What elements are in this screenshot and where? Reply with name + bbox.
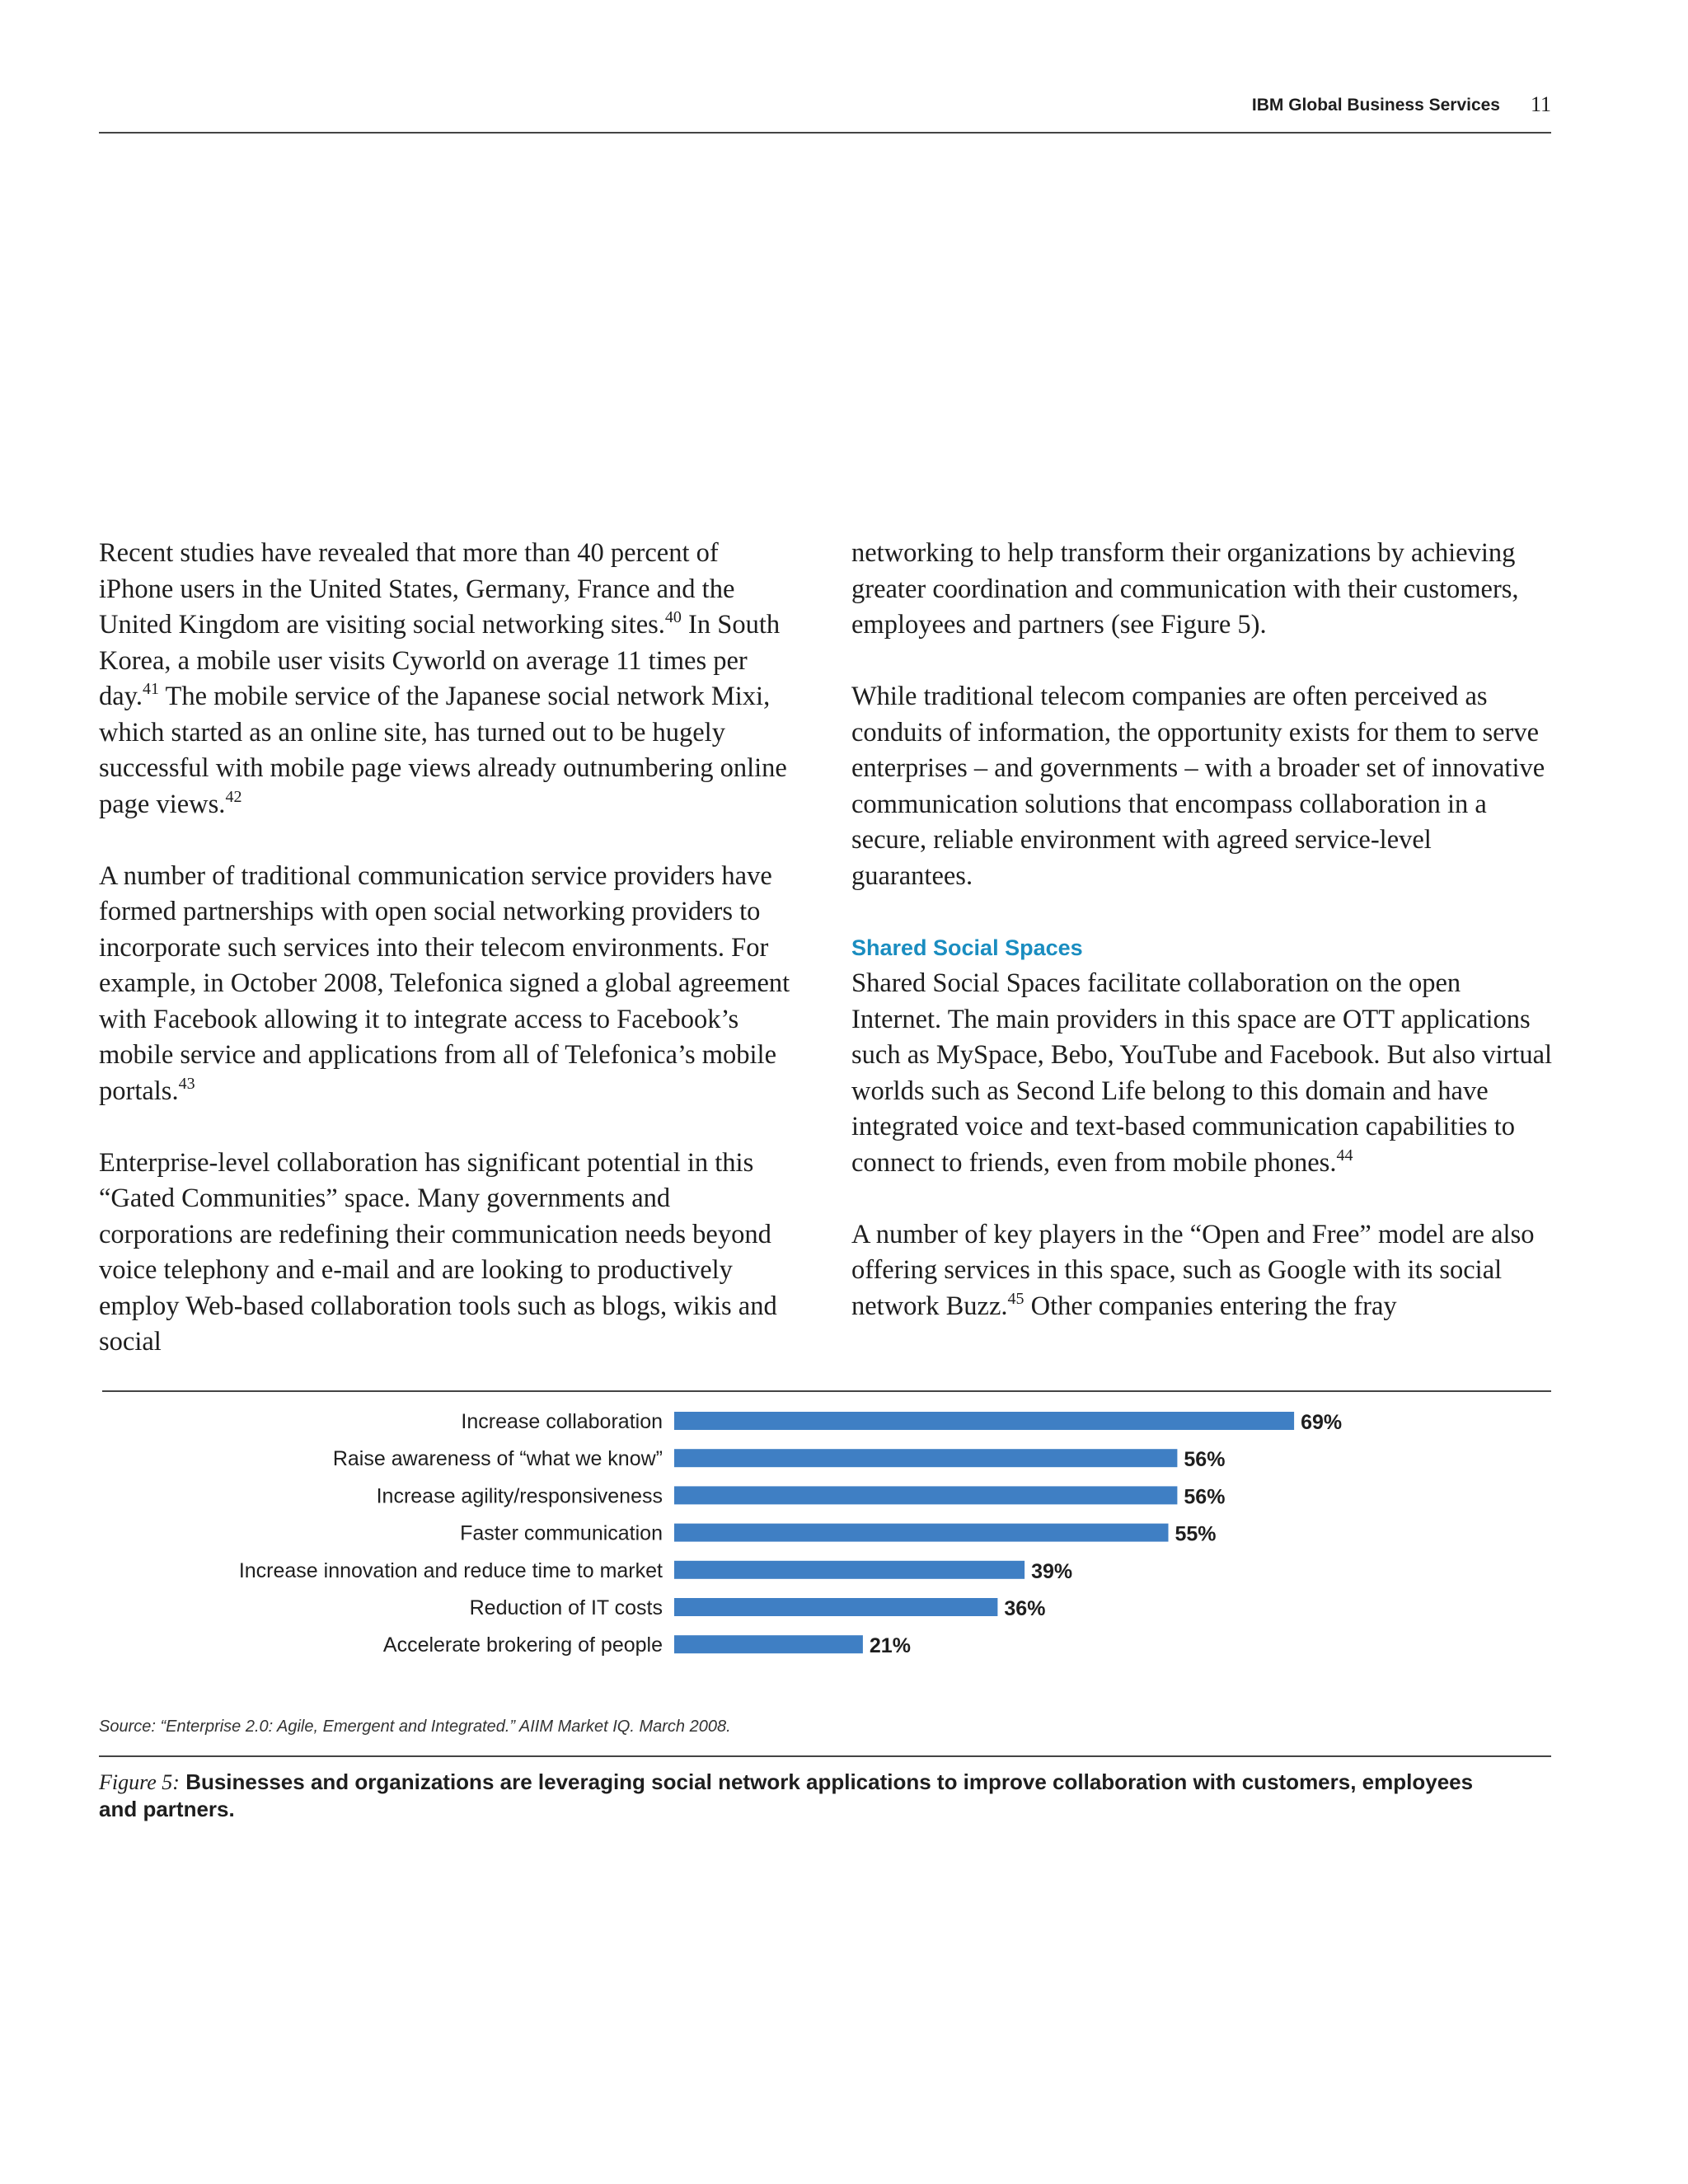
bar [674,1561,1025,1579]
header-title: IBM Global Business Services [1251,96,1500,115]
bar [674,1486,1177,1504]
value-label: 36% [1004,1597,1046,1620]
caption-text: Businesses and organizations are leveraging social network applications to improve collaboration with customers, employees and partners. [99,1769,1474,1821]
paragraph-enterprise: Enterprise-level collaboration has significant potential in this “Gated Communities” space. Many governments and corporations are redefining their communication needs beyond voice telephony and e-mail and are looking to productively employ Web-based collaboration tools such as blogs, wikis and social [99,1147,777,1357]
footnote-ref: 45 [1007,1289,1025,1308]
caption-label: Figure 5: [99,1770,180,1794]
category-label: Reduction of IT costs [469,1596,663,1619]
category-label: Accelerate brokering of people [382,1633,663,1657]
chart-bottom-rule [99,1755,1551,1757]
category-label: Raise awareness of “what we know” [332,1447,663,1471]
category-label: Increase agility/responsiveness [376,1484,663,1508]
paragraph-telecom: While traditional telecom companies are often perceived as conduits of information, the opportunity exists for them to serve enterprises – and governments – with a broader set of innovative communication solutions that encompass collaboration in a secure, reliable environment with agreed service-level guarantees. [851,682,1545,891]
bar [674,1412,1294,1430]
paragraph-partnerships: A number of traditional communication service providers have formed partnerships with open social networking providers to incorporate such services into their telecom environments. For example, in October 2008, Telefonica signed a global agreement with Facebook allowing it to integrate access to Facebook’s mobile service and applications from all of Telefonica’s mobile portals.$^{43}$ [99,860,790,1106]
paragraph-key-players: A number of key players in the “Open and Free” model are also offering services in this space, such as Google with its social network Buzz.$^{45}$ Other companies entering the fray [851,1219,1535,1321]
footnote-ref: 43 [178,1074,195,1093]
category-label: Increase innovation and reduce time to market [238,1558,663,1582]
page-number: 11 [1530,92,1551,116]
value-label: 69% [1301,1411,1343,1434]
paragraph-mobile-studies: Recent studies have revealed that more than 40 percent of iPhone users in the United States, Germany, France and the United Kingdom are visiting social networking sites.$^{40}$ In South Korea, a mobile user visits Cyworld on average 11 times per day.$^{41}$ The mobile service of the Japanese social network Mixi, which started as an online site, has turned out to be hugely successful with mobile page views already outnumbering online page views.$^{42}$ [99,538,787,819]
figure-caption [99,1769,1500,1823]
bar [674,1635,863,1653]
value-label: 39% [1031,1559,1073,1583]
category-label: Increase collaboration [461,1410,663,1433]
bar [674,1598,997,1616]
category-label: Faster communication [460,1521,663,1545]
value-label: 56% [1184,1448,1226,1472]
footnote-ref: 42 [225,787,242,806]
figure-source: Source: “Enterprise 2.0: Agile, Emergent and Integrated.” AIIM Market IQ. March 2008. [99,1718,731,1736]
paragraph-networking: networking to help transform their organizations by achieving greater coordination and communication with their customers, employees and partners (see Figure 5). [851,538,1519,640]
footnote-ref: 40 [664,608,682,626]
footnote-ref: 44 [1336,1146,1353,1165]
value-label: 55% [1175,1522,1217,1546]
section-heading: Shared Social Spaces [851,935,1083,960]
paragraph-shared-spaces: Shared Social Spaces facilitate collaboration on the open Internet. The main providers in this space are OTT applications such as MySpace, Bebo, YouTube and Facebook. But also virtual worlds such as Second Life belong to this domain and have integrated voice and text-based communication capabilities to connect to friends, even from mobile phones.$^{44}$ [851,968,1553,1178]
bar [674,1524,1169,1542]
value-label: 21% [869,1634,911,1658]
bar [674,1449,1177,1467]
footnote-ref: 41 [142,680,159,698]
value-label: 56% [1184,1485,1226,1509]
